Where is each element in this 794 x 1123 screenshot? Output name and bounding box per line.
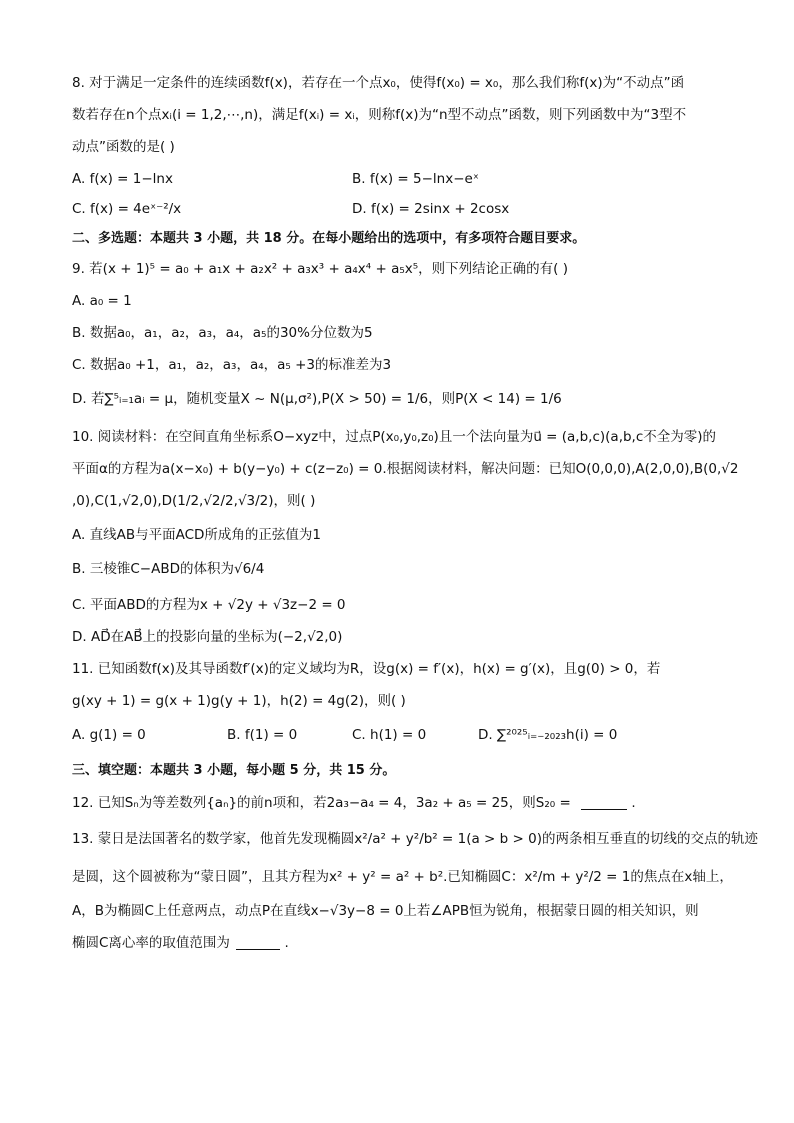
q8-stem-line-2: 数若存在n个点xᵢ(i = 1,2,⋯,n)，满足f(xᵢ) = xᵢ，则称f(x)为“n型不动点”函数，则下列函数中为“3型不 [72,107,687,123]
q12-stem [72,792,636,814]
q9-stem: 9. 若(x + 1)⁵ = a₀ + a₁x + a₂x² + a₃x³ + a₄x⁴ + a₅x⁵，则下列结论正确的有( ) [72,261,568,277]
q8-stem-line-3: 动点”函数的是( ) [72,139,175,155]
q12-answer-blank[interactable] [581,795,627,810]
q8-option-b: B. f(x) = 5−lnx−eˣ [352,171,479,187]
q10-option-d: D. AD⃗在AB⃗上的投影向量的坐标为(−2,√2,0) [72,629,343,645]
q13-stem-line-4 [72,932,289,954]
q9-option-d: D. 若∑⁵ᵢ₌₁aᵢ = μ，随机变量X ~ N(μ,σ²),P(X > 50) = 1/6，则P(X < 14) = 1/6 [72,391,562,407]
q9-option-c: C. 数据a₀ +1，a₁，a₂，a₃，a₄，a₅ +3的标准差为3 [72,357,392,373]
q10-stem-line-1: 10. 阅读材料：在空间直角坐标系O−xyz中，过点P(x₀,y₀,z₀)且一个法向量为u⃗ = (a,b,c)(a,b,c不全为零)的 [72,429,717,445]
q12-text: 12. 已知Sₙ为等差数列{aₙ}的前n项和，若2a₃−a₄ = 4，3a₂ + a₅ = 25，则S₂₀ = [72,795,571,811]
q13-text: 椭圆C离心率的取值范围为 [72,935,230,951]
q8-stem-line-1: 8. 对于满足一定条件的连续函数f(x)，若存在一个点x₀，使得f(x₀) = x₀，那么我们称f(x)为“不动点”函 [72,75,685,91]
q11-stem-line-1: 11. 已知函数f(x)及其导函数f′(x)的定义域均为R，设g(x) = f′(x)，h(x) = g′(x)，且g(0) > 0，若 [72,661,661,677]
q9-option-a: A. a₀ = 1 [72,293,132,309]
q11-option-a: A. g(1) = 0 [72,727,146,743]
section-2-heading: 二、多选题：本题共 3 小题，共 18 分。在每小题给出的选项中，有多项符合题目要求。 [72,231,586,246]
q9-option-b: B. 数据a₀，a₁，a₂，a₃，a₄，a₅的30%分位数为5 [72,325,373,341]
q12-end-mark: . [631,795,636,811]
q13-end-mark: . [284,935,289,951]
q11-option-c: C. h(1) = 0 [352,727,427,743]
q11-option-b: B. f(1) = 0 [227,727,298,743]
q13-answer-blank[interactable] [236,935,280,950]
q11-stem-line-2: g(xy + 1) = g(x + 1)g(y + 1)，h(2) = 4g(2)，则( ) [72,693,406,709]
q13-stem-line-3: A，B为椭圆C上任意两点，动点P在直线x−√3y−8 = 0上若∠APB恒为锐角，根据蒙日圆的相关知识，则 [72,903,699,919]
q11-option-d: D. ∑²⁰²⁵ᵢ₌₋₂₀₂₃h(i) = 0 [478,727,618,743]
q8-option-d: D. f(x) = 2sinx + 2cosx [352,201,510,217]
q8-option-c: C. f(x) = 4eˣ⁻²/x [72,201,182,217]
section-3-heading: 三、填空题：本题共 3 小题，每小题 5 分，共 15 分。 [72,763,396,778]
q10-stem-line-2: 平面α的方程为a(x−x₀) + b(y−y₀) + c(z−z₀) = 0.根据阅读材料，解决问题：已知O(0,0,0),A(2,0,0),B(0,√2 [72,461,739,477]
q10-option-b: B. 三棱锥C−ABD的体积为√6/4 [72,561,265,577]
q13-stem-line-2: 是圆，这个圆被称为“蒙日圆”，且其方程为x² + y² = a² + b².已知椭圆C：x²/m + y²/2 = 1的焦点在x轴上， [72,869,733,885]
q10-stem-line-3: ,0),C(1,√2,0),D(1/2,√2/2,√3/2)，则( ) [72,493,316,509]
q10-option-a: A. 直线AB与平面ACD所成角的正弦值为1 [72,527,321,543]
q13-stem-line-1: 13. 蒙日是法国著名的数学家，他首先发现椭圆x²/a² + y²/b² = 1(a > b > 0)的两条相互垂直的切线的交点的轨迹 [72,831,758,847]
q10-option-c: C. 平面ABD的方程为x + √2y + √3z−2 = 0 [72,597,346,613]
q8-option-a: A. f(x) = 1−lnx [72,171,173,187]
